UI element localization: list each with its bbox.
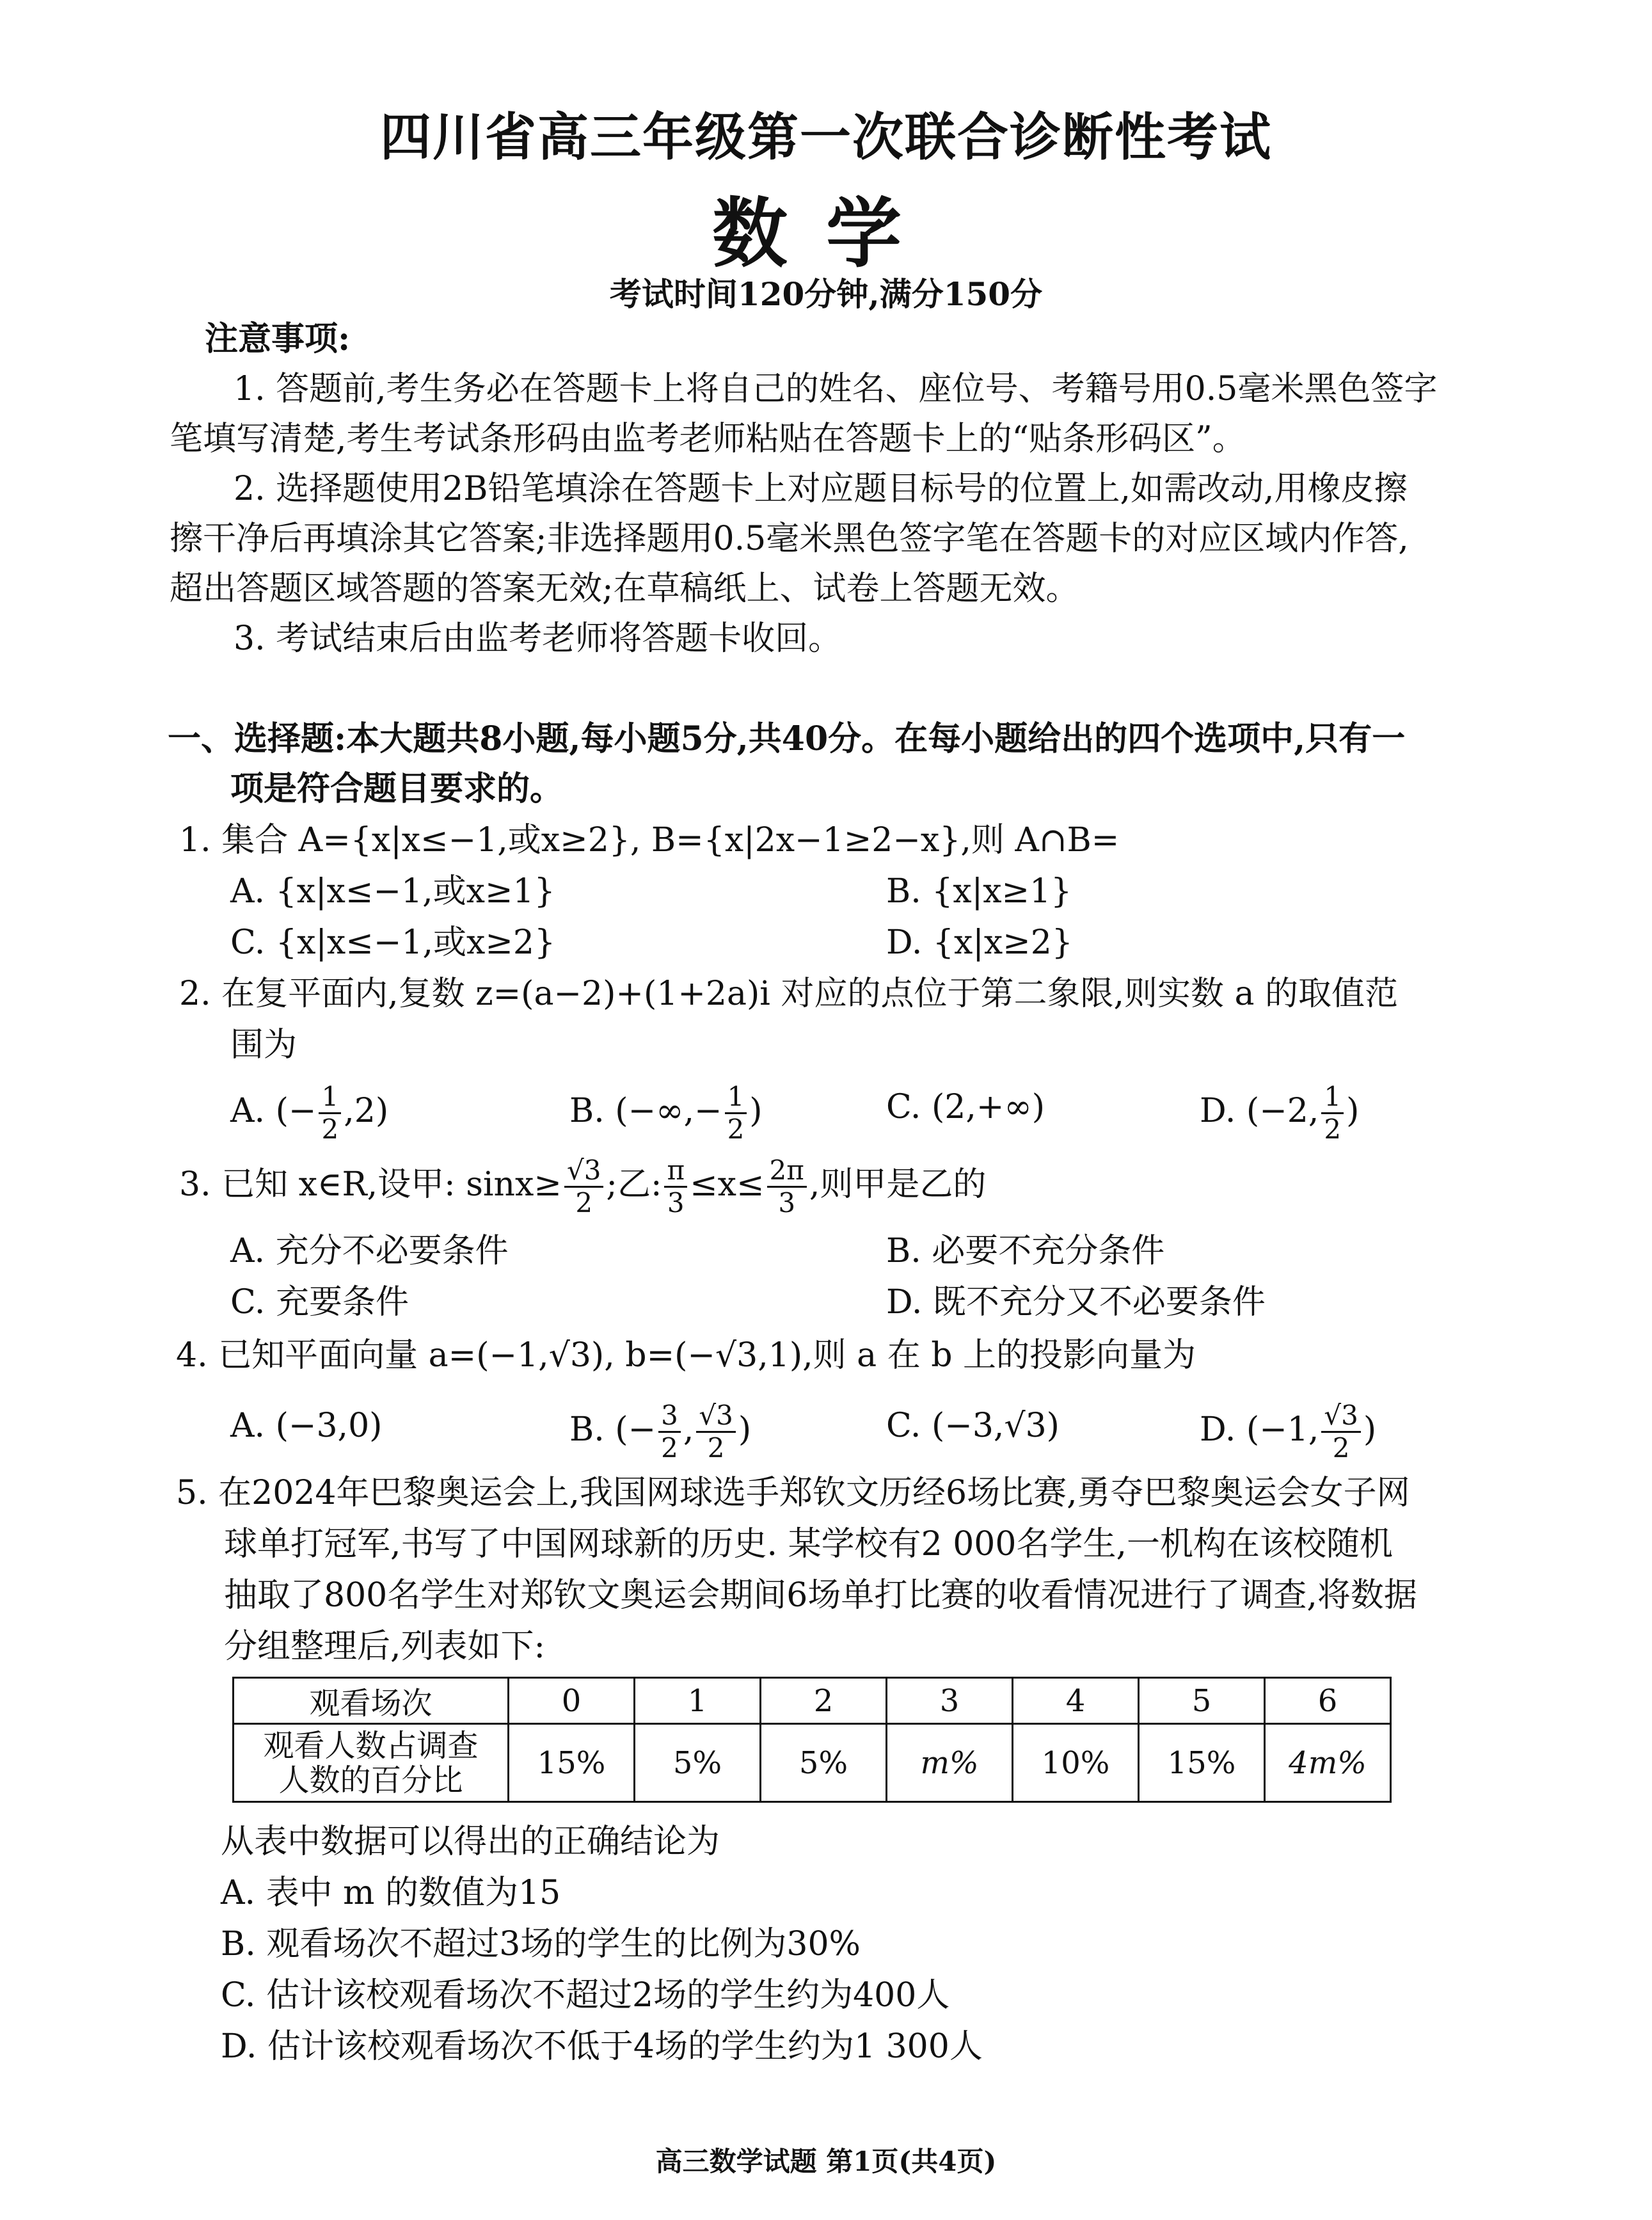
table-cell: 6 bbox=[1265, 1678, 1391, 1724]
q1-option-a: A. {x|x≤−1,或x≥1} bbox=[230, 872, 555, 911]
option-label: D. bbox=[1200, 1092, 1236, 1130]
survey-table bbox=[232, 1677, 1392, 1803]
subject-title: 数学 bbox=[711, 189, 940, 278]
expr-part: , bbox=[683, 1410, 694, 1449]
table-row bbox=[234, 1678, 1391, 1724]
section-1-line-1: 一、选择题:本大题共8小题,每小题5分,共40分。在每小题给出的四个选项中,只有一 bbox=[168, 719, 1406, 758]
table-cell: 5% bbox=[635, 1724, 761, 1802]
numerator: 1 bbox=[725, 1082, 747, 1114]
q4-option-a: A. (−3,0) bbox=[230, 1407, 383, 1445]
exam-title: 四川省高三年级第一次联合诊断性考试 bbox=[380, 107, 1272, 167]
denominator: 2 bbox=[707, 1432, 725, 1464]
note-3: 3. 考试结束后由监考老师将答题卡收回。 bbox=[234, 619, 842, 658]
expr-part: ;乙: bbox=[606, 1165, 662, 1204]
q3-option-b: B. 必要不充分条件 bbox=[886, 1232, 1165, 1270]
table-cell: 5% bbox=[761, 1724, 887, 1802]
q5-stem-line-1: 5. 在2024年巴黎奥运会上,我国网球选手郑钦文历经6场比赛,勇夺巴黎奥运会女子网 bbox=[176, 1474, 1410, 1512]
q2-option-a bbox=[230, 1082, 388, 1145]
table-cell: 0 bbox=[509, 1678, 635, 1724]
q5-stem-line-3: 抽取了800名学生对郑钦文奥运会期间6场单打比赛的收看情况进行了调查,将数据 bbox=[224, 1576, 1417, 1615]
table-cell: 15% bbox=[509, 1724, 635, 1802]
expr-part: ) bbox=[738, 1410, 752, 1449]
table-row bbox=[234, 1724, 1391, 1802]
q5-stem-line-4: 分组整理后,列表如下: bbox=[224, 1627, 546, 1666]
numerator: 1 bbox=[319, 1082, 341, 1114]
table-cell: 3 bbox=[887, 1678, 1013, 1724]
q3-option-d: D. 既不充分又不必要条件 bbox=[886, 1283, 1266, 1322]
option-label: A. bbox=[230, 1092, 266, 1130]
numerator: 2π bbox=[767, 1155, 807, 1188]
numerator: √3 bbox=[696, 1400, 735, 1433]
denominator: 3 bbox=[667, 1187, 685, 1218]
section-1-line-2: 项是符合题目要求的。 bbox=[230, 769, 564, 808]
option-label: B. bbox=[569, 1092, 605, 1130]
q5-conclusion: 从表中数据可以得出的正确结论为 bbox=[221, 1823, 720, 1861]
expr-part: (−∞,− bbox=[615, 1092, 722, 1130]
fraction bbox=[664, 1155, 687, 1218]
exam-info: 考试时间120分钟,满分150分 bbox=[609, 275, 1043, 313]
expr-part: (−1, bbox=[1246, 1410, 1319, 1449]
q4-option-b bbox=[569, 1400, 751, 1464]
expr-part: (− bbox=[615, 1410, 656, 1449]
table-cell: 4m% bbox=[1265, 1724, 1391, 1802]
table-cell: 10% bbox=[1013, 1724, 1139, 1802]
q2-option-d bbox=[1200, 1082, 1359, 1145]
expr-part: ) bbox=[1363, 1410, 1377, 1449]
expr-part: ≤x≤ bbox=[690, 1165, 765, 1204]
q4-stem: 4. 已知平面向量 a=(−1,√3), b=(−√3,1),则 a 在 b 上的投影向量为 bbox=[176, 1336, 1196, 1375]
expr-part: (− bbox=[275, 1092, 317, 1130]
table-cell: m% bbox=[887, 1724, 1013, 1802]
note-2-line-1: 2. 选择题使用2B铅笔填涂在答题卡上对应题目标号的位置上,如需改动,用橡皮擦 bbox=[234, 470, 1408, 508]
note-2-line-3: 超出答题区域答题的答案无效;在草稿纸上、试卷上答题无效。 bbox=[170, 570, 1079, 608]
numerator: 3 bbox=[658, 1400, 681, 1433]
q1-stem: 1. 集合 A={x|x≤−1,或x≥2}, B={x|2x−1≥2−x},则 A∩B= bbox=[179, 821, 1120, 859]
expr-part: ) bbox=[1346, 1092, 1360, 1130]
option-label: D. bbox=[1200, 1410, 1236, 1449]
q5-option-d: D. 估计该校观看场次不低于4场的学生约为1 300人 bbox=[221, 2027, 983, 2066]
q5-option-a: A. 表中 m 的数值为15 bbox=[221, 1874, 561, 1912]
table-cell: 1 bbox=[635, 1678, 761, 1724]
expr-part: ) bbox=[749, 1092, 763, 1130]
q3-option-a: A. 充分不必要条件 bbox=[230, 1232, 509, 1270]
numerator: 1 bbox=[1321, 1082, 1344, 1114]
header-line: 观看人数占调查 bbox=[263, 1727, 479, 1764]
fraction bbox=[767, 1155, 807, 1218]
note-1-line-1: 1. 答题前,考生务必在答题卡上将自己的姓名、座位号、考籍号用0.5毫米黑色签字 bbox=[234, 370, 1438, 408]
numerator: √3 bbox=[1321, 1400, 1360, 1433]
expr-part: (−2, bbox=[1246, 1092, 1319, 1130]
expr-part: ,2) bbox=[344, 1092, 389, 1130]
fraction bbox=[696, 1400, 735, 1464]
table-cell: 15% bbox=[1139, 1724, 1265, 1802]
table-header-cell bbox=[234, 1724, 509, 1802]
header-line: 人数的百分比 bbox=[278, 1762, 463, 1798]
fraction bbox=[1321, 1400, 1360, 1464]
table-cell: 4 bbox=[1013, 1678, 1139, 1724]
q3-option-c: C. 充要条件 bbox=[230, 1283, 409, 1322]
q3-stem bbox=[179, 1155, 986, 1218]
q5-option-b: B. 观看场次不超过3场的学生的比例为30% bbox=[221, 1925, 861, 1963]
denominator: 2 bbox=[661, 1432, 678, 1464]
denominator: 2 bbox=[1332, 1432, 1350, 1464]
fraction bbox=[1321, 1082, 1344, 1145]
expr-part: 3. 已知 x∈R,设甲: sinx≥ bbox=[179, 1165, 562, 1204]
table-header-cell: 观看场次 bbox=[234, 1678, 509, 1724]
denominator: 2 bbox=[1324, 1114, 1342, 1145]
fraction bbox=[564, 1155, 603, 1218]
denominator: 2 bbox=[575, 1187, 593, 1218]
q1-option-b: B. {x|x≥1} bbox=[886, 872, 1072, 911]
q4-option-c: C. (−3,√3) bbox=[886, 1407, 1060, 1445]
numerator: π bbox=[664, 1155, 687, 1188]
note-2-line-2: 擦干净后再填涂其它答案;非选择题用0.5毫米黑色签字笔在答题卡的对应区域内作答, bbox=[170, 520, 1409, 558]
fraction bbox=[319, 1082, 341, 1145]
table-cell: 2 bbox=[761, 1678, 887, 1724]
denominator: 2 bbox=[727, 1114, 745, 1145]
q2-option-b bbox=[569, 1082, 763, 1145]
q1-option-d: D. {x|x≥2} bbox=[886, 923, 1073, 962]
note-1-line-2: 笔填写清楚,考生考试条形码由监考老师粘贴在答题卡上的“贴条形码区”。 bbox=[170, 420, 1246, 458]
denominator: 3 bbox=[778, 1187, 796, 1218]
fraction bbox=[725, 1082, 747, 1145]
q5-option-c: C. 估计该校观看场次不超过2场的学生约为400人 bbox=[221, 1976, 950, 2015]
q1-option-c: C. {x|x≤−1,或x≥2} bbox=[230, 923, 556, 962]
table-cell: 5 bbox=[1139, 1678, 1265, 1724]
q2-stem-line-2: 围为 bbox=[230, 1026, 298, 1064]
option-label: B. bbox=[569, 1410, 605, 1449]
q5-stem-line-2: 球单打冠军,书写了中国网球新的历史. 某学校有2 000名学生,一机构在该校随机 bbox=[224, 1525, 1393, 1563]
denominator: 2 bbox=[321, 1114, 339, 1145]
q2-stem-line-1: 2. 在复平面内,复数 z=(a−2)+(1+2a)i 对应的点位于第二象限,则实数 a 的取值范 bbox=[179, 975, 1399, 1013]
q2-option-c: C. (2,+∞) bbox=[886, 1088, 1045, 1126]
fraction bbox=[658, 1400, 681, 1464]
expr-part: ,则甲是乙的 bbox=[809, 1165, 987, 1204]
notes-heading: 注意事项: bbox=[205, 319, 351, 358]
q4-option-d bbox=[1200, 1400, 1376, 1464]
page-footer: 高三数学试题 第1页(共4页) bbox=[655, 2146, 997, 2177]
numerator: √3 bbox=[564, 1155, 603, 1188]
